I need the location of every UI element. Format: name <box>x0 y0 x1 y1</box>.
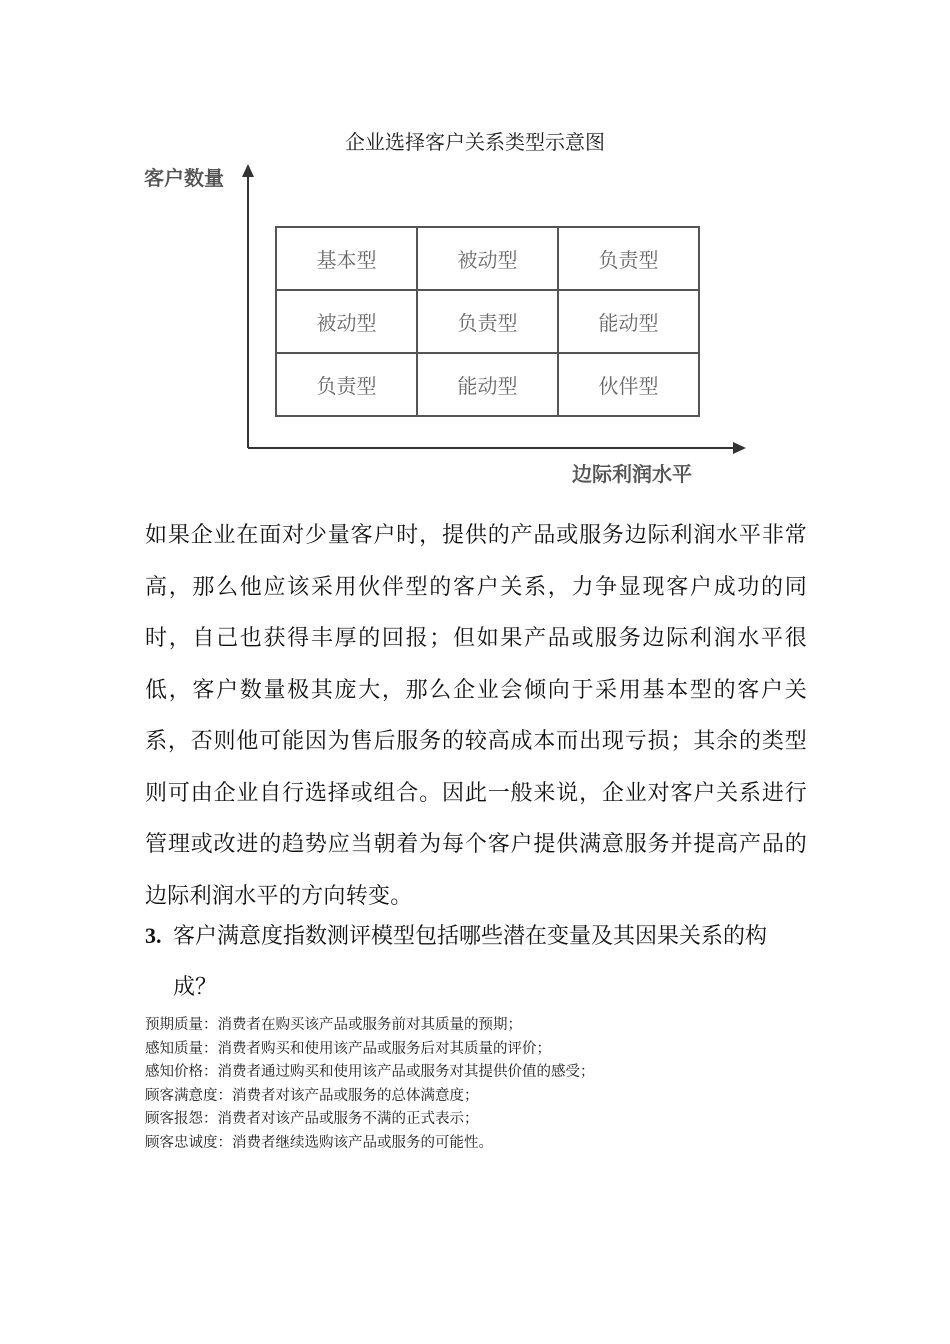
matrix-row <box>276 353 699 416</box>
question-3 <box>145 910 807 1013</box>
matrix-cell: 能动型 <box>417 353 558 416</box>
question-text-line1: 客户满意度指数测评模型包括哪些潜在变量及其因果关系的构 <box>173 924 768 949</box>
matrix-row <box>276 290 699 353</box>
matrix-cell: 能动型 <box>558 290 699 353</box>
matrix-row <box>276 227 699 290</box>
question-text-line2: 成？ <box>173 975 218 1000</box>
matrix-cell: 伙伴型 <box>558 353 699 416</box>
relationship-type-matrix <box>275 226 700 417</box>
figure-title: 企业选择客户关系类型示意图 <box>345 130 605 154</box>
definition-item: 感知价格：消费者通过购买和使用该产品或服务对其提供价值的感受； <box>145 1064 595 1080</box>
definition-item: 预期质量：消费者在购买该产品或服务前对其质量的预期； <box>145 1017 522 1033</box>
definition-item: 顾客满意度：消费者对该产品或服务的总体满意度； <box>145 1087 479 1104</box>
matrix-cell: 负责型 <box>558 227 699 290</box>
matrix-cell: 被动型 <box>417 227 558 290</box>
definition-item: 感知质量：消费者购买和使用该产品或服务后对其质量的评价； <box>145 1040 551 1057</box>
y-axis-arrow-icon <box>242 164 254 177</box>
matrix-cell: 基本型 <box>276 227 417 290</box>
matrix-cell: 负责型 <box>417 290 558 353</box>
definition-item: 顾客报怨：消费者对该产品或服务不满的正式表示； <box>145 1111 479 1127</box>
customer-relationship-diagram <box>140 160 760 500</box>
x-axis-arrow-icon <box>733 442 746 454</box>
definition-list <box>145 1014 845 1155</box>
definition-item: 顾客忠诚度：消费者继续选购该产品或服务的可能性。 <box>145 1134 493 1151</box>
question-number: 3. <box>145 923 162 948</box>
y-axis-label: 客户数量 <box>144 166 224 190</box>
x-axis-label: 边际利润水平 <box>572 462 692 486</box>
matrix-cell: 负责型 <box>276 353 417 416</box>
explanation-paragraph: 如果企业在面对少量客户时，提供的产品或服务边际利润水平非常高，那么他应该采用伙伴型的客户关系，力争显现客户成功的同时，自己也获得丰厚的回报；但如果产品或服务边际利润水平很低，客户数量极其庞大，那么企业会倾向于采用基本型的客户关系，否则他可能因为售后服务的较高成本而出现亏损；其余的类型则可由企业自行选择或组合。因此一般来说，企业对客户关系进行管理或改进的趋势应当朝着为每个客户提供满意服务并提高产品的边际利润水平的方向转变。 <box>145 523 807 909</box>
matrix-cell: 被动型 <box>276 290 417 353</box>
